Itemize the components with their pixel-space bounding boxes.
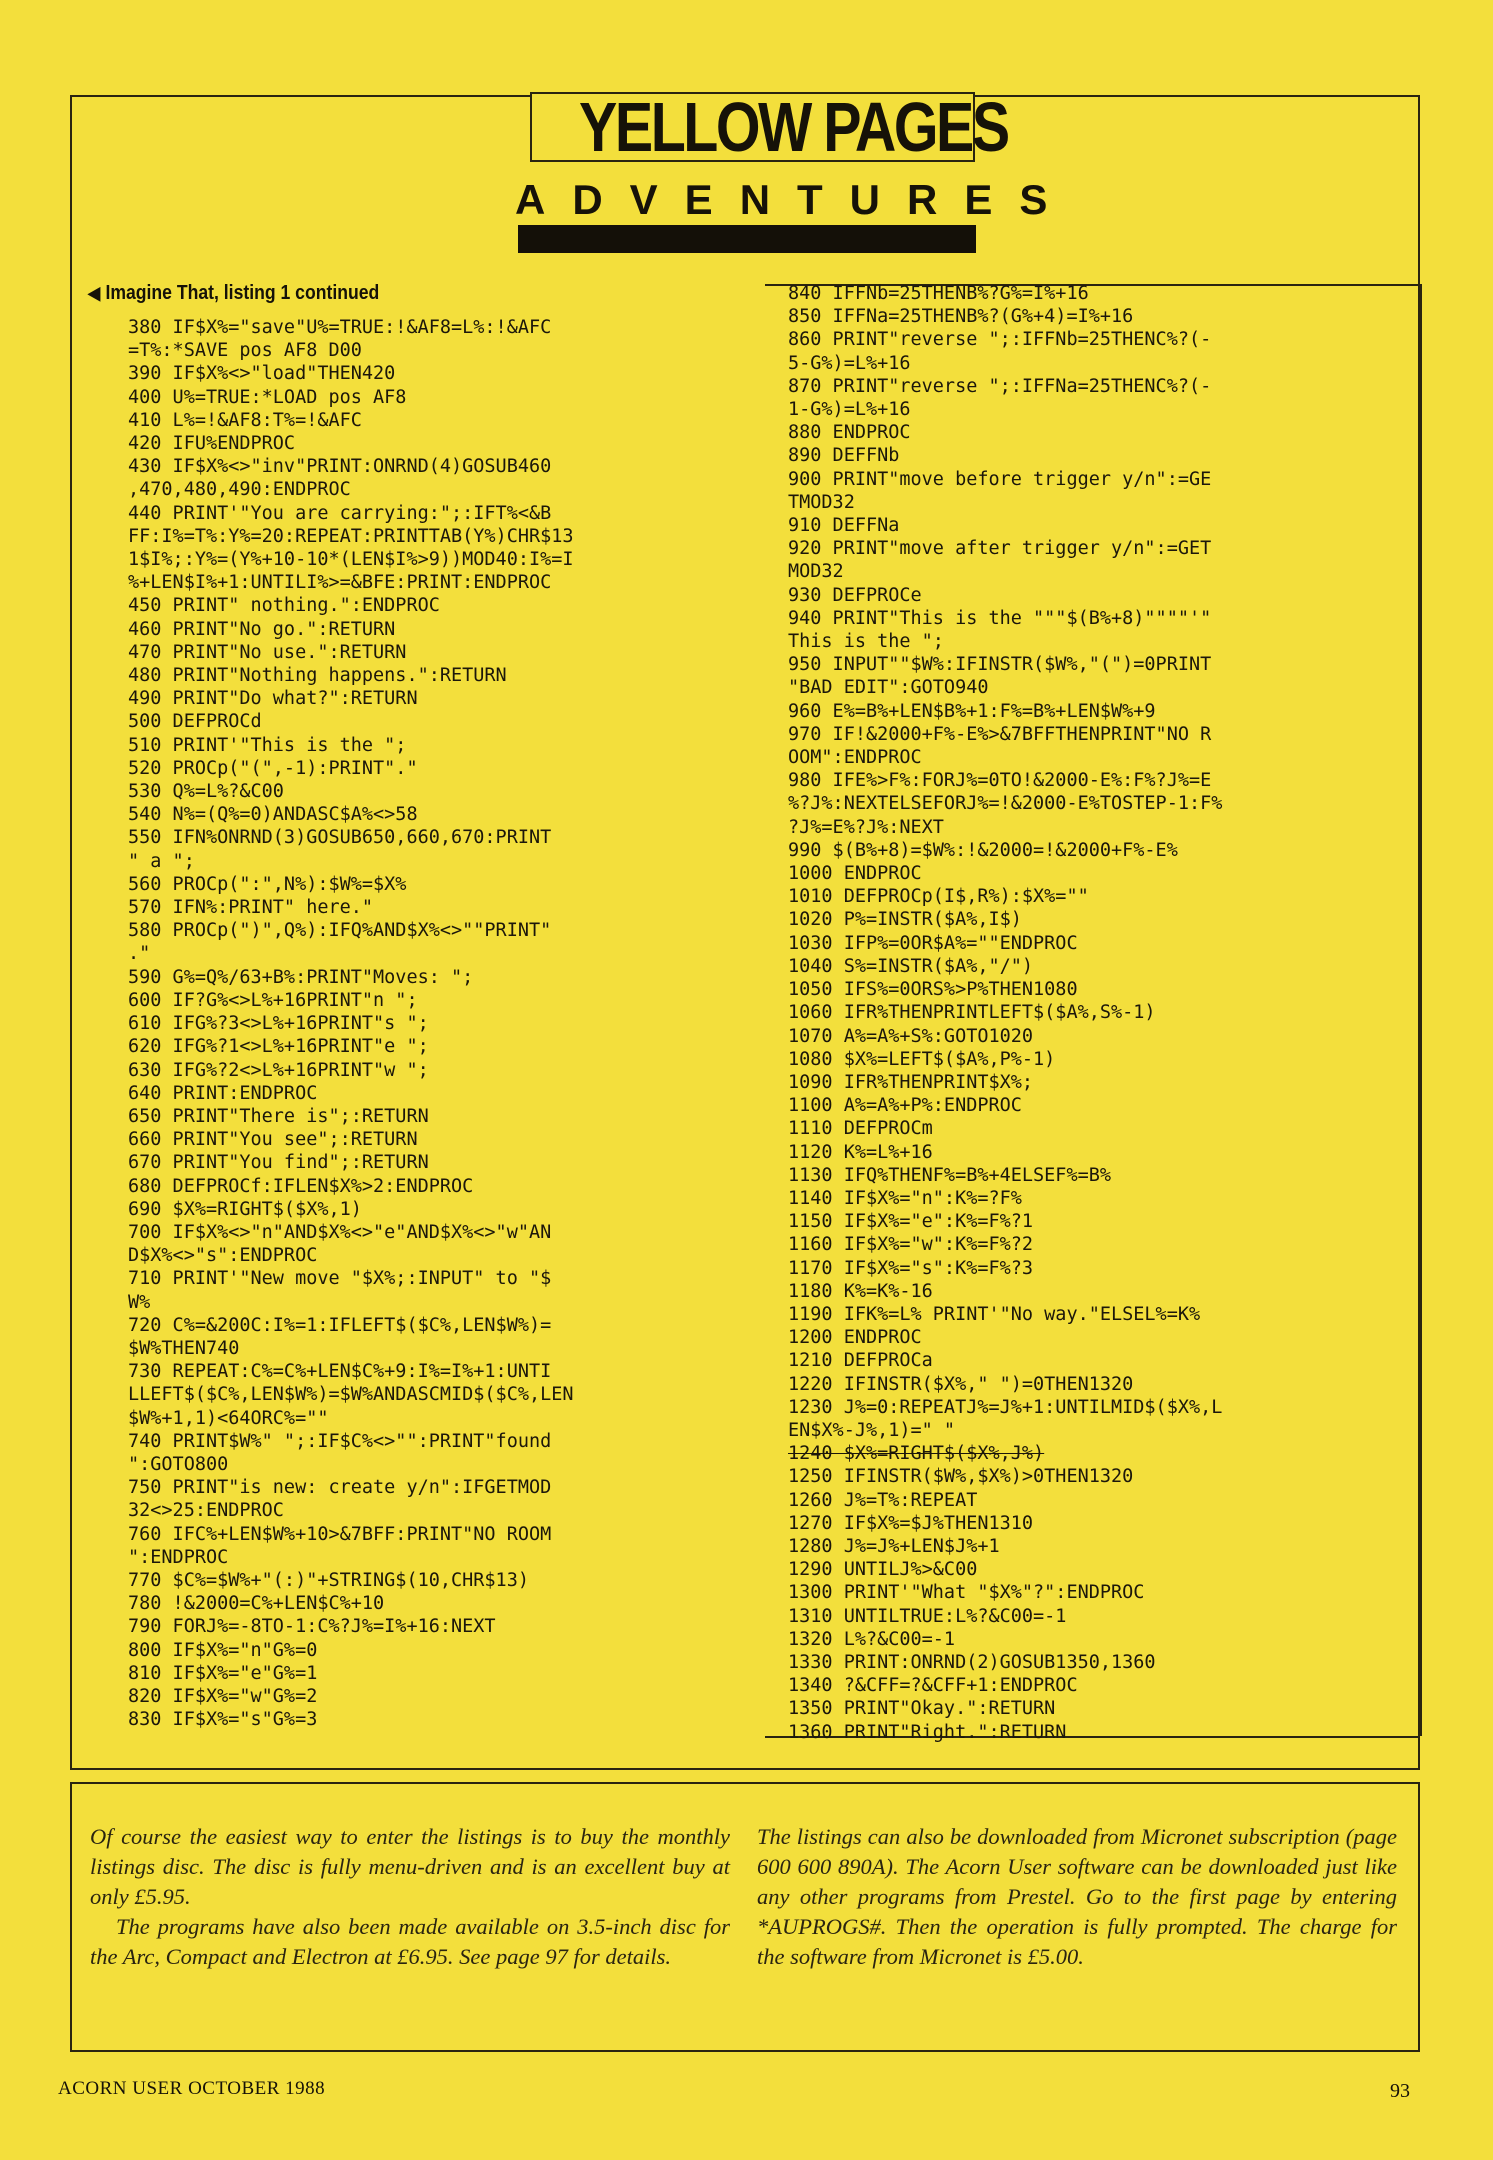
section-title: ADVENTURES: [515, 176, 1075, 223]
listing-heading-text: Imagine That, listing 1 continued: [105, 282, 380, 304]
listing-left-column: 380 IF$X%="save"U%=TRUE:!&AF8=L%:!&AFC =T%:*SAVE pos AF8 D00 390 IF$X%<>"load"THEN420 400 U%=TRUE:*LOAD pos AF8 410 L%=!&AF8:T%=!&AFC 420 IFU%ENDPROC 430 IF$X%<>"inv"PRINT:ONRND(4)GOSUB460 ,470,480,490:ENDPROC 440 PRINT'"You are carrying:";:IFT%<&B FF:I%=T%:Y%=20:REPEAT:PRINTTAB(Y%)CHR$13 1$I%;:Y%=(Y%+10-10*(LEN$I%>9))MOD40:I%=I %+LEN$I%+1:UNTILI%>=&BFE:PRINT:ENDPROC 450 PRINT" nothing.":ENDPROC 460 PRINT"No go.":RETURN 470 PRINT"No use.":RETURN 480 PRINT"Nothing happens.":RETURN 490 PRINT"Do what?":RETURN 500 DEFPROCd 510 PRINT'"This is the "; 520 PROCp("(",-1):PRINT"." 530 Q%=L%?&C00 540 N%=(Q%=0)ANDASC$A%<>58 550 IFN%ONRND(3)GOSUB650,660,670:PRINT " a "; 560 PROCp(":",N%):$W%=$X% 570 IFN%:PRINT" here." 580 PROCp(")",Q%):IFQ%AND$X%<>""PRINT" ." 590 G%=Q%/63+B%:PRINT"Moves: "; 600 IF?G%<>L%+16PRINT"n "; 610 IFG%?3<>L%+16PRINT"s "; 620 IFG%?1<>L%+16PRINT"e "; 630 IFG%?2<>L%+16PRINT"w "; 640 PRINT:ENDPROC 650 PRINT"There is";:RETURN 660 PRINT"You see";:RETURN 670 PRINT"You find";:RETURN 680 DEFPROCf:IFLEN$X%>2:ENDPROC 690 $X%=RIGHT$($X%,1) 700 IF$X%<>"n"AND$X%<>"e"AND$X%<>"w"AN D$X%<>"s":ENDPROC 710 PRINT'"New move "$X%;:INPUT" to "$ W% 720 C%=&200C:I%=1:IFLEFT$($C%,LEN$W%)= $W%THEN740 730 REPEAT:C%=C%+LEN$C%+9:I%=I%+1:UNTI LLEFT$($C%,LEN$W%)=$W%ANDASCMID$($C%,LEN $W%+1,1)<64ORC%="" 740 PRINT$W%" ";:IF$C%<>"":PRINT"found ":GOTO800 750 PRINT"is new: create y/n":IFGETMOD 32<>25:ENDPROC 760 IFC%+LEN$W%+10>&7BFF:PRINT"NO ROOM ":ENDPROC 770 $C%=$W%+"(:)"+STRING$(10,CHR$13) 780 !&2000=C%+LEN$C%+10 790 FORJ%=-8TO-1:C%?J%=I%+16:NEXT 800 IF$X%="n"G%=0 810 IF$X%="e"G%=1 820 IF$X%="w"G%=2 830 IF$X%="s"G%=3: [128, 317, 574, 1731]
listing-right-column: [788, 282, 1222, 1744]
notice-paragraph: The programs have also been made available on 3.5-inch disc for the Arc, Compact and Electron at £6.95. See page 97 for details.: [90, 1914, 730, 1969]
listing-right-part-a: 840 IFFNb=25THENB%?G%=I%+16 850 IFFNa=25THENB%?(G%+4)=I%+16 860 PRINT"reverse ";:IFFNb=25THENC%?(- 5-G%)=L%+16 870 PRINT"reverse ";:IFFNa=25THENC%?(- 1-G%)=L%+16 880 ENDPROC 890 DEFFNb 900 PRINT"move before trigger y/n":=GE TMOD32 910 DEFFNa 920 PRINT"move after trigger y/n":=GET MOD32 930 DEFPROCe 940 PRINT"This is the """$(B%+8)""""'" This is the "; 950 INPUT""$W%:IFINSTR($W%,"(")=0PRINT "BAD EDIT":GOTO940 960 E%=B%+LEN$B%+1:F%=B%+LEN$W%+9 970 IF!&2000+F%-E%>&7BFFTHENPRINT"NO R OOM":ENDPROC 980 IFE%>F%:FORJ%=0TO!&2000-E%:F%?J%=E %?J%:NEXTELSEFORJ%=!&2000-E%TOSTEP-1:F% ?J%=E%?J%:NEXT 990 $(B%+8)=$W%:!&2000=!&2000+F%-E% 1000 ENDPROC 1010 DEFPROCp(I$,R%):$X%="" 1020 P%=INSTR($A%,I$) 1030 IFP%=0OR$A%=""ENDPROC 1040 S%=INSTR($A%,"/") 1050 IFS%=0ORS%>P%THEN1080 1060 IFR%THENPRINTLEFT$($A%,S%-1) 1070 A%=A%+S%:GOTO1020 1080 $X%=LEFT$($A%,P%-1) 1090 IFR%THENPRINT$X%; 1100 A%=A%+P%:ENDPROC 1110 DEFPROCm 1120 K%=L%+16 1130 IFQ%THENF%=B%+4ELSEF%=B% 1140 IF$X%="n":K%=?F% 1150 IF$X%="e":K%=F%?1 1160 IF$X%="w":K%=F%?2 1170 IF$X%="s":K%=F%?3 1180 K%=K%-16 1190 IFK%=L% PRINT'"No way."ELSEL%=K% 1200 ENDPROC 1210 DEFPROCa 1220 IFINSTR($X%," ")=0THEN1320 1230 J%=0:REPEATJ%=J%+1:UNTILMID$($X%,L EN$X%-J%,1)=" ": [788, 283, 1223, 1441]
listing-struck-line: 1240 $X%=RIGHT$($X%,J%): [788, 1443, 1045, 1465]
masthead-title: YELLOW PAGES: [579, 88, 1008, 166]
notice-right-column: [757, 1822, 1397, 1972]
listing-right-part-b: 1250 IFINSTR($W%,$X%)>0THEN1320 1260 J%=T%:REPEAT 1270 IF$X%=$J%THEN1310 1280 J%=J%+LEN$J%+1 1290 UNTILJ%>&C00 1300 PRINT'"What "$X%"?":ENDPROC 1310 UNTILTRUE:L%?&C00=-1 1320 L%?&C00=-1 1330 PRINT:ONRND(2)GOSUB1350,1360 1340 ?&CFF=?&CFF+1:ENDPROC 1350 PRINT"Okay.":RETURN 1360 PRINT"Right.":RETURN: [788, 1466, 1156, 1743]
footer-page-number: 93: [1390, 2080, 1410, 2102]
masthead: [530, 88, 1008, 166]
notice-left-column: [90, 1822, 730, 1972]
listing-rule-right: [1420, 284, 1422, 1736]
listing-heading: [88, 282, 379, 305]
notice-paragraph: Of course the easiest way to enter the listings is to buy the monthly listings disc. The disc is fully menu-driven and is an excellent buy at only £5.95.: [90, 1824, 730, 1909]
notice-paragraph: The listings can also be downloaded from Micronet subscription (page 600 600 890A). The Acorn User software can be downloaded just like any other programs from Prestel. Go to the first page by entering *AUPROGS#. Then the operation is fully prompted. The charge for the software from Micronet is £5.00.: [757, 1824, 1397, 1969]
footer-magazine: ACORN USER OCTOBER 1988: [58, 2078, 326, 2099]
left-triangle-icon: ◀: [88, 283, 101, 303]
section-bar: [518, 225, 976, 253]
